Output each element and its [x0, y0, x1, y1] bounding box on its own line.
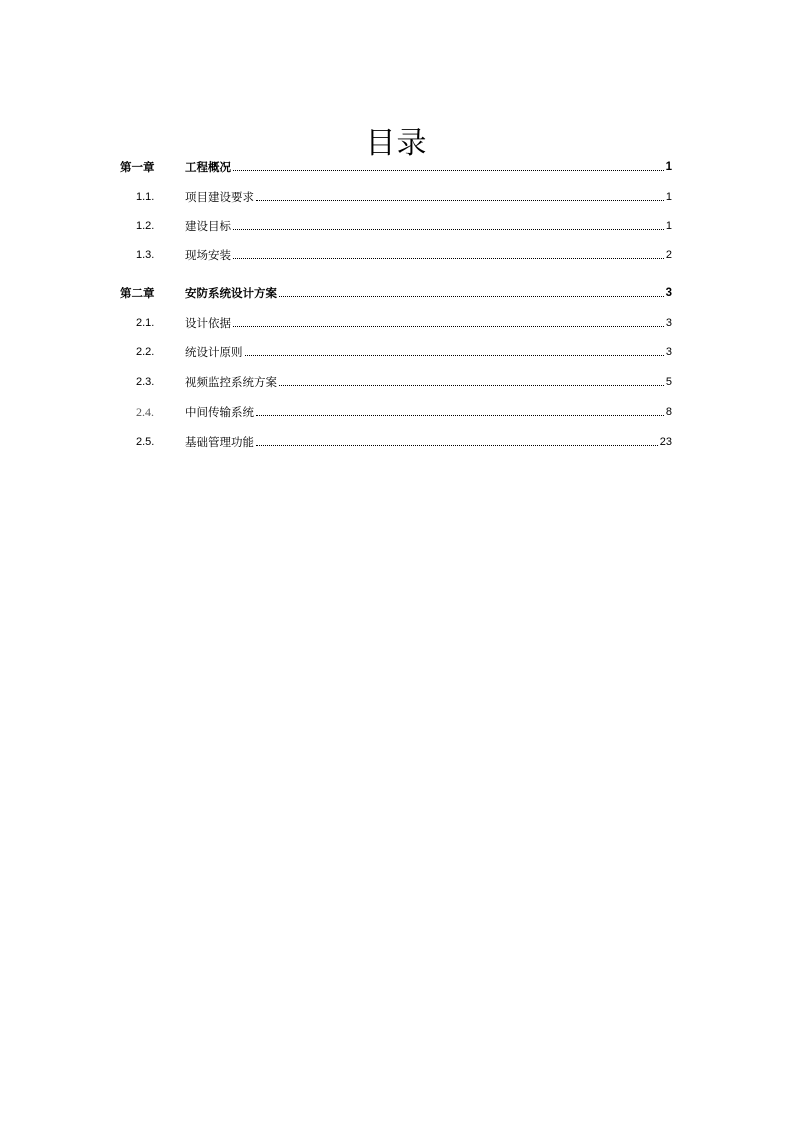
toc-entry-section-2-5[interactable]: [120, 433, 672, 451]
toc-entry-section-1-3[interactable]: [120, 246, 672, 264]
toc-entry-title: 工程概况: [185, 160, 231, 174]
toc-entry-title: 中间传输系统: [185, 405, 254, 419]
toc-entry-page: 3: [665, 287, 672, 299]
toc-dot-leader: [279, 295, 664, 297]
toc-entry-page: 1: [665, 220, 672, 232]
toc-entry-chapter-2[interactable]: [120, 284, 672, 302]
toc-entry-section-1-1[interactable]: [120, 188, 672, 206]
toc-dot-leader: [233, 325, 664, 327]
toc-entry-title: 统设计原则: [185, 345, 243, 359]
toc-entry-number: 1.3.: [136, 249, 155, 261]
toc-entry-number: 1.2.: [136, 220, 155, 232]
toc-entry-page: 8: [665, 406, 672, 418]
toc-entry-title: 建设目标: [185, 219, 231, 233]
toc-entry-number: 第一章: [120, 160, 155, 174]
toc-dot-leader: [233, 257, 664, 259]
toc-entry-number: 2.3.: [136, 376, 155, 388]
toc-entry-page: 3: [665, 317, 672, 329]
toc-entry-section-1-2[interactable]: [120, 217, 672, 235]
toc-entry-number: 第二章: [120, 286, 155, 300]
toc-dot-leader: [233, 228, 664, 230]
toc-entry-page: 1: [665, 191, 672, 203]
toc-entry-page: 23: [659, 436, 672, 448]
toc-entry-page: 3: [665, 346, 672, 358]
toc-entry-title: 视频监控系统方案: [185, 375, 277, 389]
toc-entry-number: 2.2.: [136, 346, 155, 358]
toc-entry-title: 现场安装: [185, 248, 231, 262]
toc-entry-section-2-1[interactable]: [120, 314, 672, 332]
toc-entry-number: 2.1.: [136, 317, 155, 329]
toc-dot-leader: [256, 414, 664, 416]
toc-entry-section-2-2[interactable]: [120, 343, 672, 361]
toc-entry-number: 2.4.: [136, 405, 154, 419]
toc-entry-number: 1.1.: [136, 191, 155, 203]
toc-entry-title: 设计依据: [185, 316, 231, 330]
toc-dot-leader: [256, 199, 664, 201]
toc-dot-leader: [233, 169, 664, 171]
toc-entry-title: 安防系统设计方案: [185, 286, 277, 300]
toc-entry-chapter-1[interactable]: [120, 158, 672, 176]
toc-dot-leader: [256, 444, 658, 446]
toc-entry-title: 项目建设要求: [185, 190, 254, 204]
toc-entry-title: 基础管理功能: [185, 435, 254, 449]
toc-entry-page: 1: [665, 161, 672, 173]
toc-heading: 目录: [365, 126, 428, 162]
toc-entry-page: 2: [665, 249, 672, 261]
toc-dot-leader: [279, 384, 664, 386]
toc-entry-number: 2.5.: [136, 436, 155, 448]
toc-entry-section-2-4[interactable]: [120, 403, 672, 421]
toc-dot-leader: [245, 354, 664, 356]
toc-entry-page: 5: [665, 376, 672, 388]
toc-entry-section-2-3[interactable]: [120, 373, 672, 391]
